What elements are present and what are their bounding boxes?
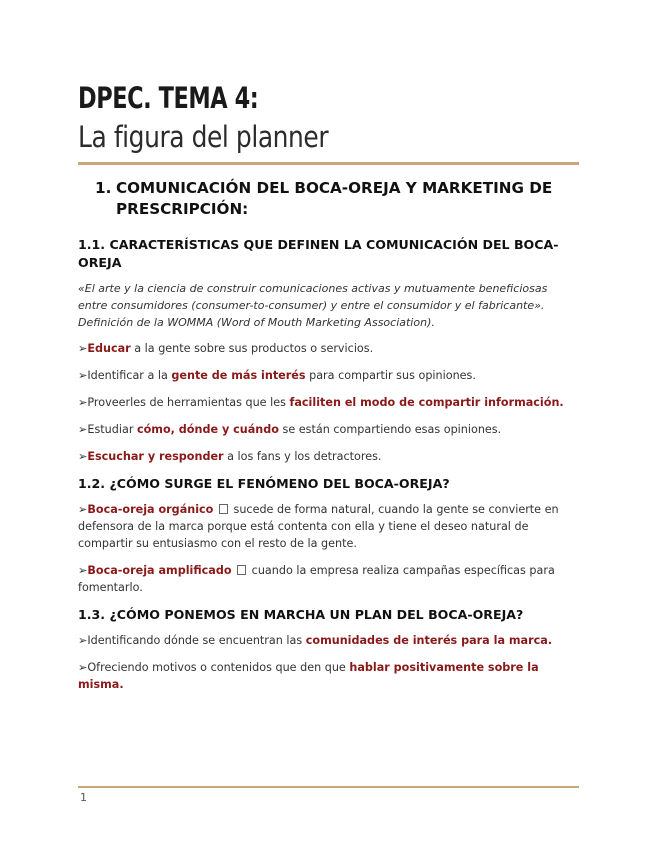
arrow-bullet-icon: ➢ [78,564,88,577]
list-item: ➢Proveerles de herramientas que les faciliten el modo de compartir información. [78,396,564,409]
placeholder-box-icon [219,504,228,514]
highlight-text: Escuchar y responder [87,450,224,463]
title-line-2: La figura del planner [78,120,329,154]
arrow-bullet-icon: ➢ [78,342,88,355]
arrow-bullet-icon: ➢ [78,450,88,463]
arrow-bullet-icon: ➢ [78,634,88,647]
highlight-text: gente de más interés [171,369,306,382]
highlight-text: hablar positivamente sobre la misma. [78,661,539,691]
subsection-1-3-heading: 1.3. ¿CÓMO PONEMOS EN MARCHA UN PLAN DEL BOCA-OREJA? [78,607,524,622]
arrow-bullet-icon: ➢ [78,661,88,674]
subsection-1-1-heading: 1.1. CARACTERÍSTICAS QUE DEFINEN LA COMUNICACIÓN DEL BOCA-OREJA [78,237,559,270]
section-1-heading [95,178,578,220]
highlight-text: comunidades de interés para la marca. [305,634,553,647]
arrow-bullet-icon: ➢ [78,369,88,382]
page-number: 1 [80,791,87,804]
womma-quote: «El arte y la ciencia de construir comunicaciones activas y mutuamente beneficiosas entre consumidores (consumer-to-consumer) y entre el consumidor y el fabricante». Definición de la WOMMA (Word of Mouth Marketing Association). [78,282,548,329]
list-item: ➢Escuchar y responder a los fans y los detractores. [78,450,382,463]
highlight-text: faciliten el modo de compartir información. [289,396,564,409]
highlight-text: cómo, dónde y cuándo [136,423,279,436]
arrow-bullet-icon: ➢ [78,396,88,409]
highlight-text: Educar [87,342,131,355]
list-item: ➢Boca-oreja orgánico sucede de forma natural, cuando la gente se convierte en defensora de la marca porque está contenta con ella y tiene el deseo natural de compartir su entusiasmo con el resto de la gente. [78,503,559,550]
document-body [78,178,578,703]
placeholder-box-icon [237,565,246,575]
list-item: ➢Identificando dónde se encuentran las comunidades de interés para la marca. [78,634,553,647]
highlight-text: Boca-oreja orgánico [87,503,214,516]
document-title [78,82,583,156]
arrow-bullet-icon: ➢ [78,423,88,436]
footer-divider [78,786,579,788]
title-line-1: DPEC. TEMA 4: [78,81,259,115]
list-item: ➢Estudiar cómo, dónde y cuándo se están compartiendo esas opiniones. [78,423,502,436]
section-1-title: COMUNICACIÓN DEL BOCA-OREJA Y MARKETING DE PRESCRIPCIÓN: [116,179,553,218]
list-item: ➢Boca-oreja amplificado cuando la empresa realiza campañas específicas para fomentarlo. [78,564,555,594]
subsection-1-2-heading: 1.2. ¿CÓMO SURGE EL FENÓMENO DEL BOCA-OREJA? [78,476,450,491]
list-item: ➢Educar a la gente sobre sus productos o servicios. [78,342,374,355]
list-item: ➢Identificar a la gente de más interés para compartir sus opiniones. [78,369,476,382]
arrow-bullet-icon: ➢ [78,503,88,516]
title-divider [78,162,579,165]
highlight-text: Boca-oreja amplificado [87,564,232,577]
section-1-number: 1. [95,179,112,197]
list-item: ➢Ofreciendo motivos o contenidos que den que hablar positivamente sobre la misma. [78,661,539,691]
